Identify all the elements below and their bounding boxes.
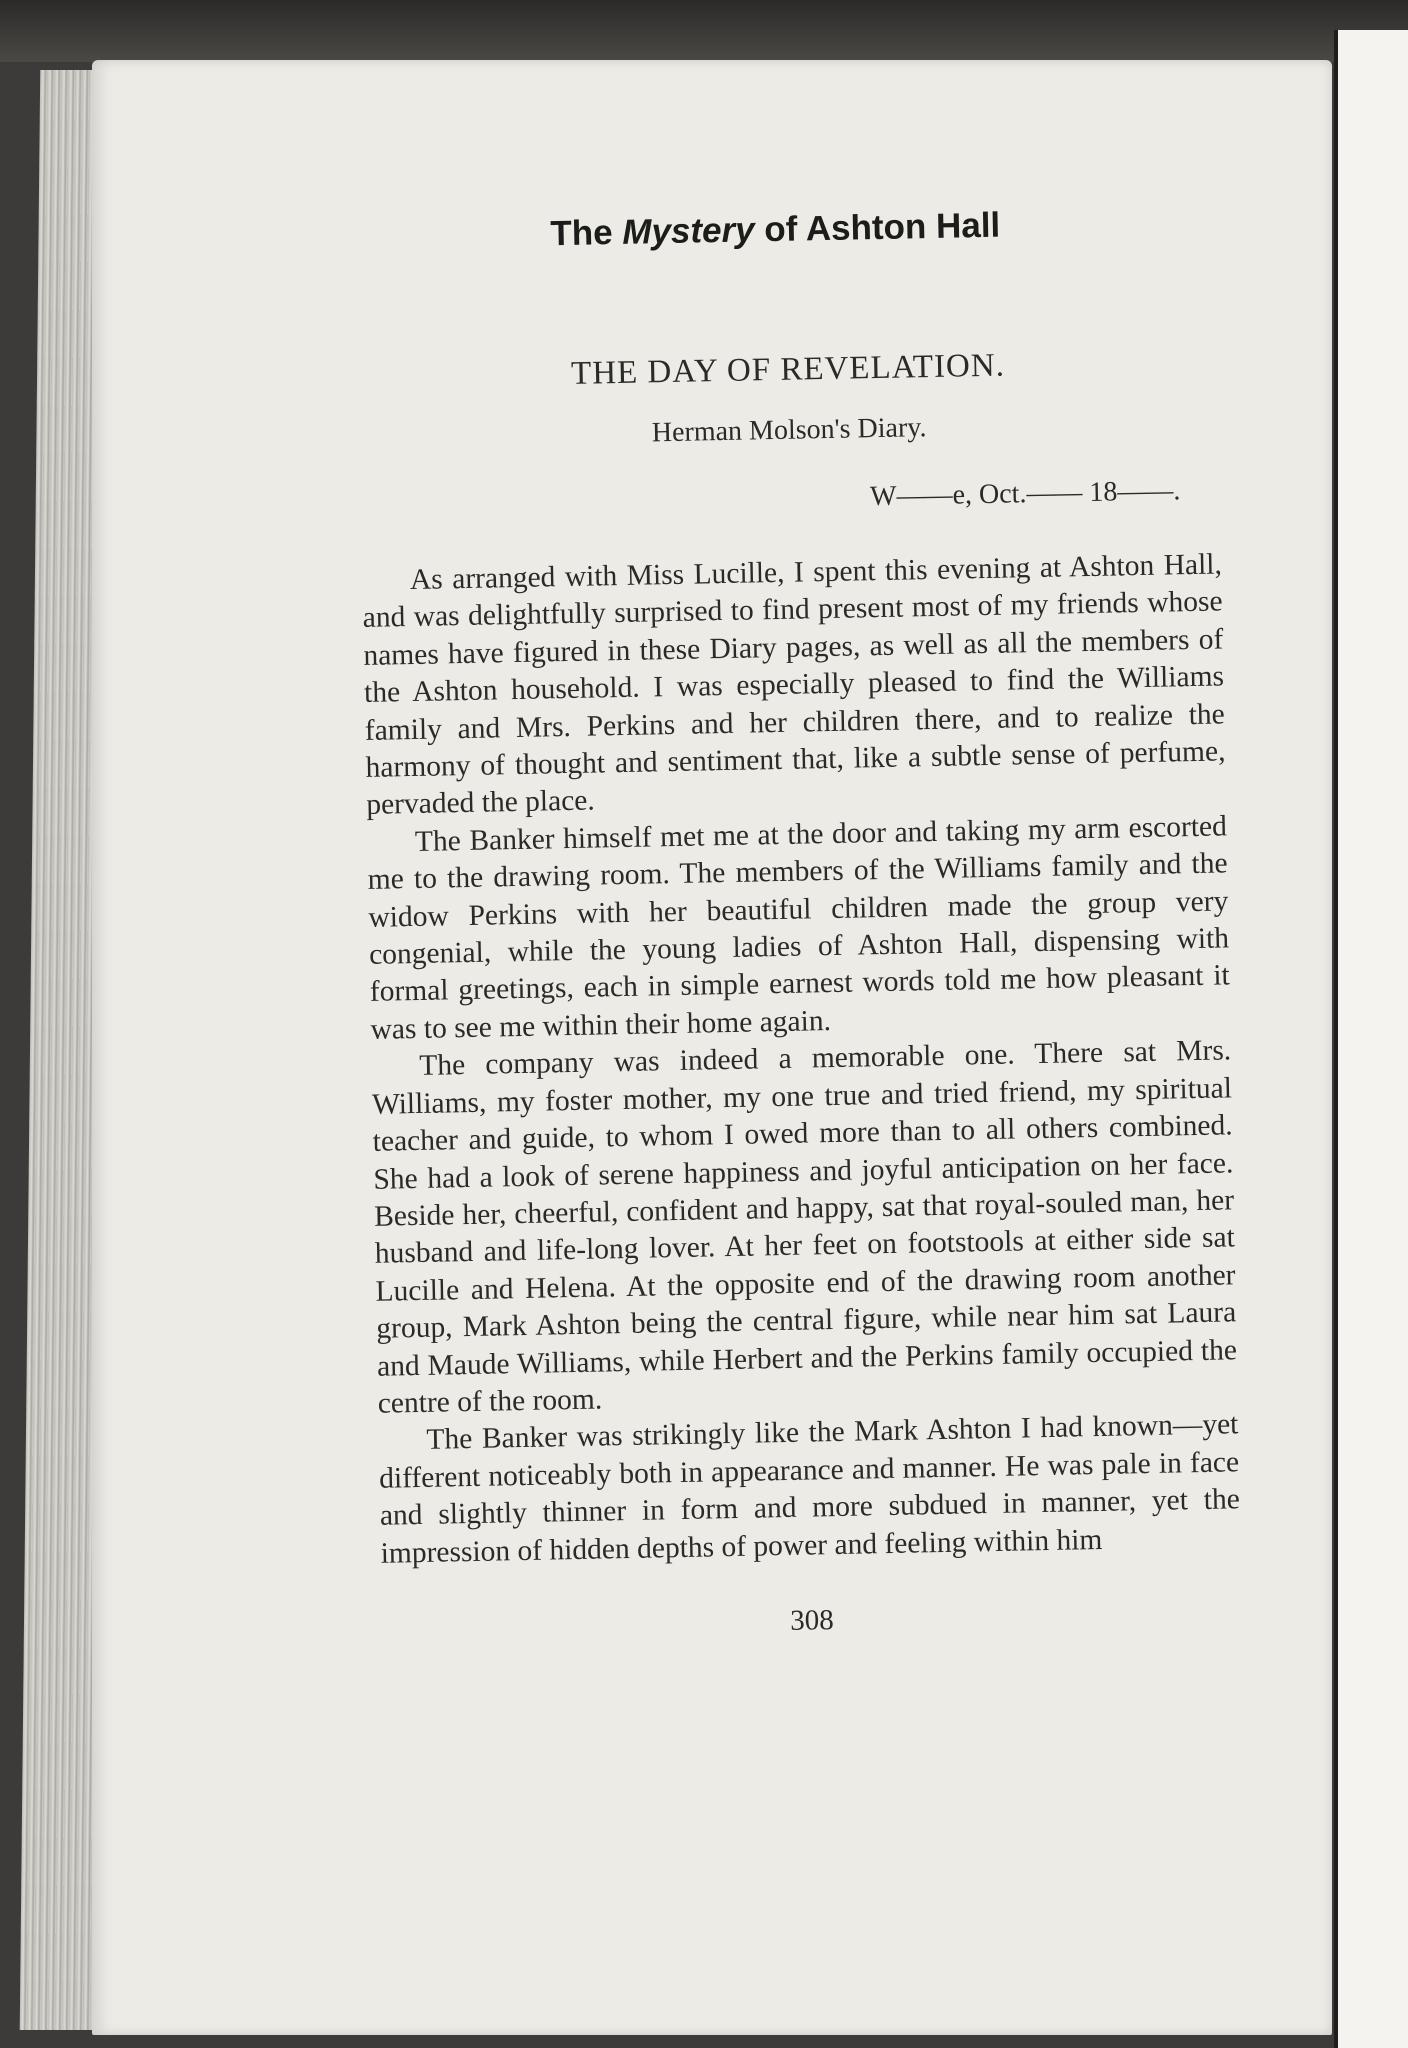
paragraph: The Banker himself met me at the door and taking my arm escorted me to the drawing room. The members of the Williams family and the widow Perkins with her beautiful children made the group very congenial, while the young ladies of Ashton Hall, dispensing with formal greetings, each in simple earnest words told me how pleasant it was to see me within their home again. — [367, 810, 1231, 1046]
running-head-rest: of Ashton Hall — [754, 205, 1001, 250]
dateline: W——e, Oct.—— 18——. — [869, 475, 1181, 513]
paragraph: The company was indeed a memorable one. There sat Mrs. Williams, my foster mother, my one true and tried friend, my spiritual teacher and guide, to whom I owed more than to all others combined. She had a look of serene happiness and joyful anticipation on her face. Beside her, cheerful, confident and happy, sat that royal-souled man, her husband and life-long lover. At her feet on footstools at either side sat Lucille and Helena. At the opposite end of the drawing room another group, Mark Ashton being the central figure, while near him sat Laura and Maude Williams, while Herbert and the Perkins family occupied the centre of the room. — [371, 1034, 1238, 1420]
body-text — [362, 546, 1241, 1572]
page-content — [355, 201, 1242, 1645]
running-head-italic: Mystery — [621, 210, 755, 252]
facing-page-edge — [1334, 30, 1408, 2048]
top-shadow — [0, 0, 1408, 62]
paragraph: The Banker was strikingly like the Mark Ashton I had known—yet different noticeably both in appearance and manner. He was pale in face and slightly thinner in form and more subdued in manner, yet the impression of hidden depths of power and feeling within him — [378, 1408, 1241, 1570]
page-number: 308 — [789, 1604, 835, 1637]
running-head-plain: The — [550, 212, 623, 254]
chapter-subtitle: Herman Molson's Diary. — [651, 412, 927, 449]
paragraph: As arranged with Miss Lucille, I spent this evening at Ashton Hall, and was delightfully surprised to find present most of my friends whose names have figured in these Diary pages, as well as all the members of the Ashton household. I was especially pleased to find the Williams family and Mrs. Perkins and her children there, and to realize the harmony of thought and sentiment that, like a subtle sense of perfume, pervaded the place. — [362, 548, 1226, 822]
chapter-title: THE DAY OF REVELATION. — [570, 347, 1006, 392]
